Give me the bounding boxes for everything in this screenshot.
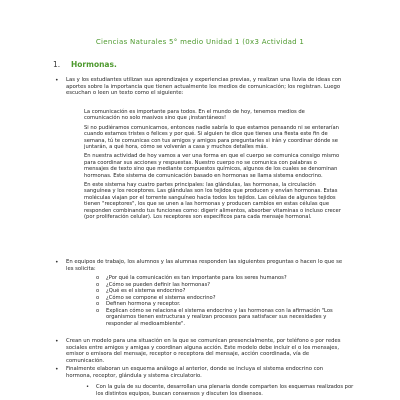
intro-bullet: •: [55, 77, 59, 84]
list-item-text: Explican cómo se relaciona el sistema endocrino y las hormonas con la afirmación "Los organismos tienen estructuras y realizan procesos para satisfacer sus necesidades y responder al medioambiente".: [106, 307, 333, 327]
model-text: Crean un modelo para una situación en la que se comunican presencialmente, por teléfono o por redes sociales entre amigos y amigas y coordinan alguna acción. Este modelo debe incluir el o los mensajes, emisor o emisora del mensaje, receptor o receptora del mensaje, acción coordinada, vía de comunicación.: [66, 338, 341, 364]
final-text: Finalmente elaboran un esquema análogo al anterior, donde se incluya el sistema endocrino con hormona, receptor, glándula y sistema circulatorio.: [66, 366, 324, 379]
section-number: 1.: [53, 60, 61, 69]
list-item-text: Definen hormona y receptor.: [106, 301, 181, 307]
intro-text: Las y los estudiantes utilizan sus aprendizajes y experiencias previas, y realizan una lluvia de ideas con aportes sobre la importancia que tienen actualmente los medios de comunicación; los registran. Luego escuchan o leen un texto como el siguiente:: [66, 77, 342, 97]
list-item-text: ¿Cómo se pueden definir las hormonas?: [106, 281, 211, 288]
page-header: Ciencias Naturales 5° medio Unidad 1 (0x3 Actividad 1: [95, 38, 305, 46]
list-marker: o: [96, 301, 100, 307]
closing-marker: •: [86, 384, 90, 390]
final-paragraph: [66, 366, 344, 379]
list-item-text: ¿Qué es el sistema endocrino?: [106, 288, 186, 294]
box-paragraph-4: En este sistema hay cuatro partes principales: las glándulas, las hormonas, la circulación sanguínea y los receptores. Las glándulas son los tejidos que producen y envían hormonas. Estas moléculas viajan por el torrente sanguíneo hacia todos los tejidos. Las células de algunos tejidos tienen "receptores", los que se unen a las hormonas y producen cambios en estas células que responden combinando tus funciones como: digerir alimentos, absorber vitaminas o incluso crecer (por proliferación celular). Los receptores son específicos para cada mensaje hormonal.: [84, 182, 341, 221]
task-bullet: •: [55, 259, 59, 266]
model-bullet: •: [55, 338, 59, 345]
section-title: [53, 60, 117, 69]
list-marker: o: [96, 294, 100, 301]
task-text: En equipos de trabajo, los alumnos y las alumnas responden las siguientes preguntas o hacen lo que se les solicita:: [66, 259, 343, 272]
closing-item: [86, 384, 354, 397]
box-paragraph-2: Si no pudiéramos comunicarnos, entonces nadie sabría lo que estamos pensando ni se enterarían cuando estamos tristes o felices y por qué. Si alguien te dice que tienes una fiesta este fin de semana, tú te comunicas con tus amigos y amigos para preguntarles si irán y coordinar dónde se juntarán, a qué hora, cómo se volverán a casa y muchos detalles más.: [84, 124, 339, 151]
list-marker: o: [96, 288, 100, 294]
task-paragraph: [66, 259, 344, 272]
model-paragraph: [66, 338, 344, 364]
reading-text-box: [84, 109, 342, 224]
list-item-text: ¿Por qué la comunicación es tan importante para los seres humanos?: [106, 275, 287, 281]
list-item-text: ¿Cómo se compone el sistema endocrino?: [106, 294, 216, 301]
question-list: [96, 275, 336, 327]
section-title-text: Hormonas.: [71, 60, 117, 69]
list-marker: o: [96, 281, 100, 288]
final-bullet: •: [55, 366, 59, 373]
box-paragraph-3: En nuestra actividad de hoy vamos a ver una forma en que el cuerpo se comunica consigo mismo para coordinar sus acciones y respuestas. Nuestro cuerpo no se comunica con palabras o mensajes de texto sino que mediante compuestos químicos, algunos de los cuales se denominan hormonas. Este sistema de comunicación basado en hormonas se llama sistema endocrino.: [84, 153, 340, 179]
box-paragraph-1: La comunicación es importante para todos. En el mundo de hoy, tenemos medios de comunicación no solo masivos sino que ¡instantáneos!: [84, 109, 305, 122]
intro-paragraph: [66, 77, 344, 97]
list-marker: o: [96, 307, 100, 314]
list-marker: o: [96, 275, 100, 281]
list-item: [96, 308, 336, 328]
closing-text: Con la guía de su docente, desarrollan una plenaria donde comparten los esquemas realizados por los distintos equipos, buscan consensos y discuten los disensos.: [96, 384, 354, 397]
